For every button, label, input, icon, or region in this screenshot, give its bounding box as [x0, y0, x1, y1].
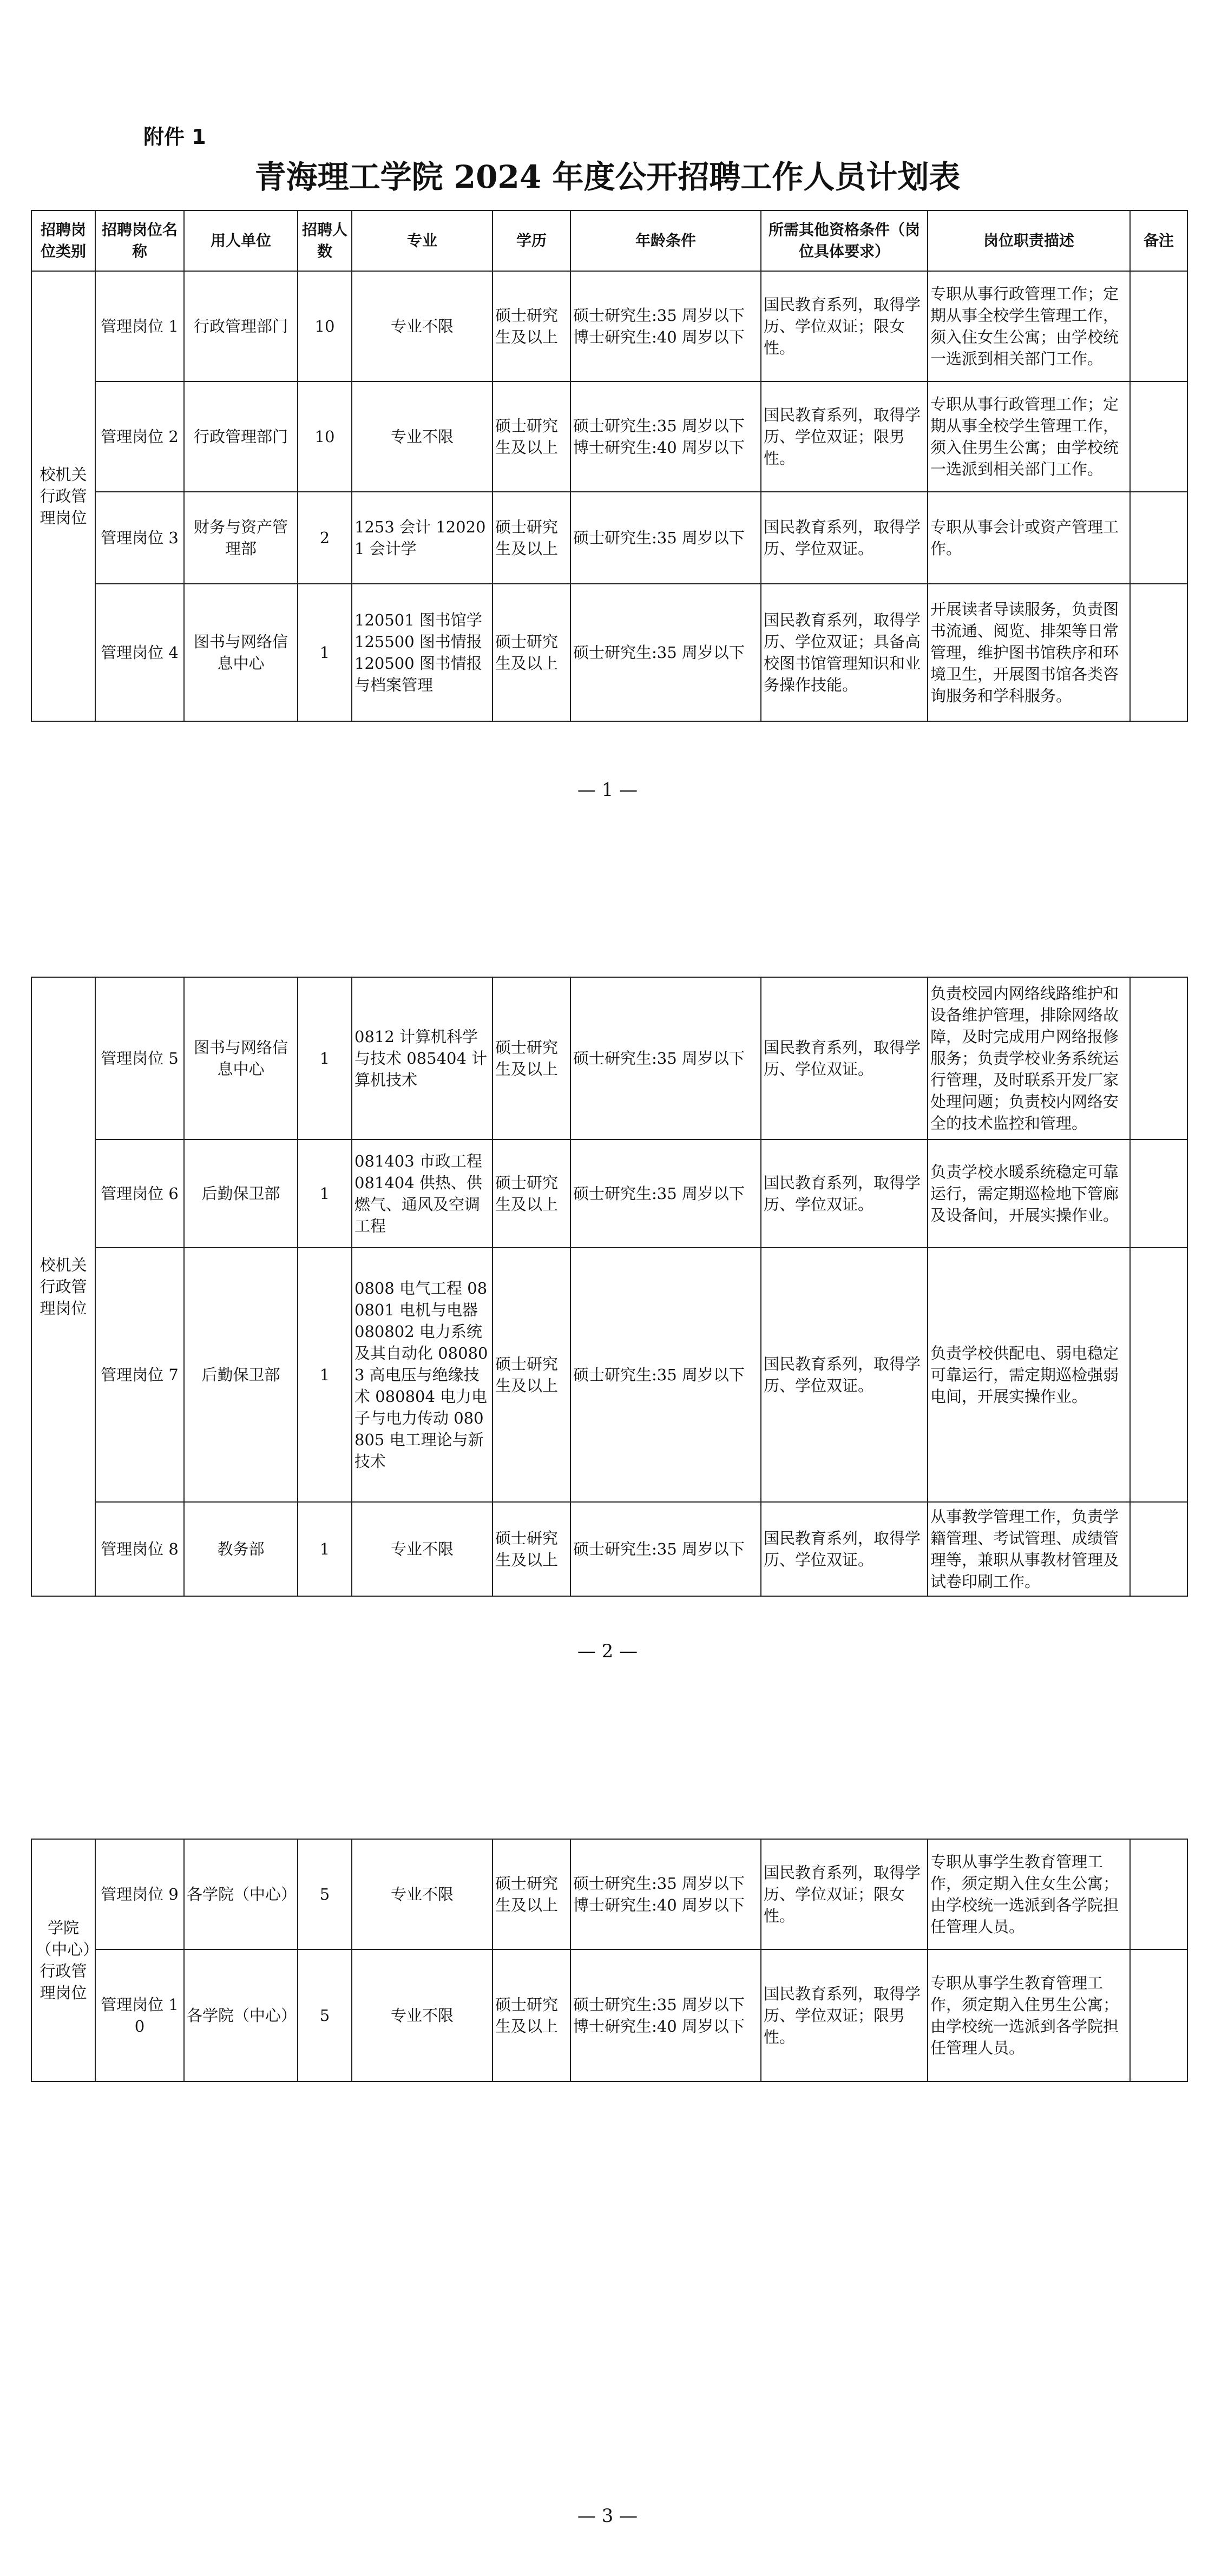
other-requirements: 国民教育系列，取得学历、学位双证。	[761, 1248, 928, 1502]
employer-unit: 图书与网络信息中心	[184, 584, 298, 721]
table-row	[31, 1839, 1187, 1949]
position-name: 管理岗位 10	[95, 1949, 184, 2081]
education: 硕士研究生及以上	[492, 1139, 570, 1248]
note	[1130, 1949, 1187, 2081]
category-cell: 校机关行政管理岗位	[31, 271, 95, 721]
header-note: 备注	[1130, 210, 1187, 271]
education: 硕士研究生及以上	[492, 584, 570, 721]
other-requirements: 国民教育系列，取得学历、学位双证。	[761, 492, 928, 584]
duty-description: 专职从事行政管理工作；定期从事全校学生管理工作，须入住女生公寓；由学校统一选派到相关部门工作。	[928, 271, 1130, 381]
table-row	[31, 1248, 1187, 1502]
recruitment-plan-table-page-3	[31, 1839, 1188, 2082]
page-number: — 2 —	[577, 1641, 638, 1662]
major: 081403 市政工程 081404 供热、供燃气、通风及空调工程	[352, 1139, 492, 1248]
note	[1130, 1839, 1187, 1949]
page-number: — 3 —	[577, 2505, 638, 2527]
table-row	[31, 1949, 1187, 2081]
note	[1130, 977, 1187, 1139]
age-requirement: 硕士研究生:35 周岁以下博士研究生:40 周岁以下	[570, 1839, 761, 1949]
employer-unit: 教务部	[184, 1502, 298, 1596]
duty-description: 从事教学管理工作，负责学籍管理、考试管理、成绩管理等，兼职从事教材管理及试卷印刷工作。	[928, 1502, 1130, 1596]
major: 120501 图书馆学 125500 图书情报 120500 图书情报与档案管理	[352, 584, 492, 721]
position-name: 管理岗位 5	[95, 977, 184, 1139]
header-unit: 用人单位	[184, 210, 298, 271]
position-name: 管理岗位 4	[95, 584, 184, 721]
header-major: 专业	[352, 210, 492, 271]
employer-unit: 各学院（中心）	[184, 1839, 298, 1949]
age-requirement: 硕士研究生:35 周岁以下	[570, 492, 761, 584]
table-row	[31, 1502, 1187, 1596]
education: 硕士研究生及以上	[492, 1502, 570, 1596]
employer-unit: 各学院（中心）	[184, 1949, 298, 2081]
age-requirement: 硕士研究生:35 周岁以下	[570, 584, 761, 721]
other-requirements: 国民教育系列，取得学历、学位双证；限男性。	[761, 1949, 928, 2081]
other-requirements: 国民教育系列，取得学历、学位双证。	[761, 1502, 928, 1596]
table-row	[31, 271, 1187, 381]
headcount: 1	[298, 1502, 352, 1596]
major: 专业不限	[352, 1502, 492, 1596]
headcount: 1	[298, 1139, 352, 1248]
duty-description: 负责学校水暖系统稳定可靠运行，需定期巡检地下管廊及设备间，开展实操作业。	[928, 1139, 1130, 1248]
header-education: 学历	[492, 210, 570, 271]
age-requirement: 硕士研究生:35 周岁以下博士研究生:40 周岁以下	[570, 381, 761, 492]
headcount: 5	[298, 1949, 352, 2081]
other-requirements: 国民教育系列，取得学历、学位双证；限女性。	[761, 271, 928, 381]
position-name: 管理岗位 6	[95, 1139, 184, 1248]
header-duty: 岗位职责描述	[928, 210, 1130, 271]
major: 专业不限	[352, 271, 492, 381]
note	[1130, 1139, 1187, 1248]
duty-description: 负责学校供配电、弱电稳定可靠运行，需定期巡检强弱电间，开展实操作业。	[928, 1248, 1130, 1502]
age-requirement: 硕士研究生:35 周岁以下	[570, 1139, 761, 1248]
education: 硕士研究生及以上	[492, 1949, 570, 2081]
position-name: 管理岗位 7	[95, 1248, 184, 1502]
recruitment-plan-table-page-1	[31, 210, 1188, 722]
note	[1130, 584, 1187, 721]
headcount: 1	[298, 977, 352, 1139]
category-cell: 学院（中心）行政管理岗位	[31, 1839, 95, 2081]
table-row	[31, 492, 1187, 584]
major: 专业不限	[352, 381, 492, 492]
education: 硕士研究生及以上	[492, 1248, 570, 1502]
employer-unit: 行政管理部门	[184, 271, 298, 381]
category-cell: 校机关行政管理岗位	[31, 977, 95, 1596]
education: 硕士研究生及以上	[492, 381, 570, 492]
note	[1130, 1502, 1187, 1596]
page-number: — 1 —	[577, 779, 638, 801]
table-row	[31, 977, 1187, 1139]
note	[1130, 492, 1187, 584]
age-requirement: 硕士研究生:35 周岁以下博士研究生:40 周岁以下	[570, 271, 761, 381]
headcount: 10	[298, 271, 352, 381]
recruitment-plan-table-page-2	[31, 977, 1188, 1597]
headcount: 1	[298, 1248, 352, 1502]
position-name: 管理岗位 9	[95, 1839, 184, 1949]
header-count: 招聘人数	[298, 210, 352, 271]
table-row	[31, 381, 1187, 492]
other-requirements: 国民教育系列，取得学历、学位双证；限女性。	[761, 1839, 928, 1949]
age-requirement: 硕士研究生:35 周岁以下博士研究生:40 周岁以下	[570, 1949, 761, 2081]
other-requirements: 国民教育系列，取得学历、学位双证；限男性。	[761, 381, 928, 492]
education: 硕士研究生及以上	[492, 977, 570, 1139]
education: 硕士研究生及以上	[492, 1839, 570, 1949]
age-requirement: 硕士研究生:35 周岁以下	[570, 1248, 761, 1502]
table-row	[31, 584, 1187, 721]
position-name: 管理岗位 2	[95, 381, 184, 492]
headcount: 10	[298, 381, 352, 492]
age-requirement: 硕士研究生:35 周岁以下	[570, 1502, 761, 1596]
employer-unit: 图书与网络信息中心	[184, 977, 298, 1139]
major: 0812 计算机科学与技术 085404 计算机技术	[352, 977, 492, 1139]
major: 专业不限	[352, 1839, 492, 1949]
table-row	[31, 1139, 1187, 1248]
headcount: 1	[298, 584, 352, 721]
header-category: 招聘岗位类别	[31, 210, 95, 271]
duty-description: 专职从事学生教育管理工作，须定期入住女生公寓；由学校统一选派到各学院担任管理人员。	[928, 1839, 1130, 1949]
header-age: 年龄条件	[570, 210, 761, 271]
duty-description: 专职从事行政管理工作；定期从事全校学生管理工作，须入住男生公寓；由学校统一选派到相关部门工作。	[928, 381, 1130, 492]
employer-unit: 后勤保卫部	[184, 1139, 298, 1248]
note	[1130, 1248, 1187, 1502]
attachment-label: 附件 1	[143, 125, 206, 149]
education: 硕士研究生及以上	[492, 492, 570, 584]
education: 硕士研究生及以上	[492, 271, 570, 381]
employer-unit: 后勤保卫部	[184, 1248, 298, 1502]
headcount: 2	[298, 492, 352, 584]
duty-description: 专职从事学生教育管理工作，须定期入住男生公寓；由学校统一选派到各学院担任管理人员。	[928, 1949, 1130, 2081]
employer-unit: 行政管理部门	[184, 381, 298, 492]
position-name: 管理岗位 8	[95, 1502, 184, 1596]
header-name: 招聘岗位名称	[95, 210, 184, 271]
age-requirement: 硕士研究生:35 周岁以下	[570, 977, 761, 1139]
duty-description: 开展读者导读服务，负责图书流通、阅览、排架等日常管理，维护图书馆秩序和环境卫生，开展图书馆各类咨询服务和学科服务。	[928, 584, 1130, 721]
headcount: 5	[298, 1839, 352, 1949]
note	[1130, 381, 1187, 492]
other-requirements: 国民教育系列，取得学历、学位双证。	[761, 977, 928, 1139]
header-other: 所需其他资格条件（岗位具体要求）	[761, 210, 928, 271]
table-header-row	[31, 210, 1187, 271]
other-requirements: 国民教育系列，取得学历、学位双证。	[761, 1139, 928, 1248]
employer-unit: 财务与资产管理部	[184, 492, 298, 584]
duty-description: 专职从事会计或资产管理工作。	[928, 492, 1130, 584]
note	[1130, 271, 1187, 381]
position-name: 管理岗位 3	[95, 492, 184, 584]
major: 专业不限	[352, 1949, 492, 2081]
major: 1253 会计 120201 会计学	[352, 492, 492, 584]
other-requirements: 国民教育系列，取得学历、学位双证；具备高校图书馆管理知识和业务操作技能。	[761, 584, 928, 721]
document-title: 青海理工学院 2024 年度公开招聘工作人员计划表	[254, 159, 961, 195]
duty-description: 负责校园内网络线路维护和设备维护管理，排除网络故障，及时完成用户网络报修服务；负责学校业务系统运行管理，及时联系开发厂家处理问题；负责校内网络安全的技术监控和管理。	[928, 977, 1130, 1139]
major: 0808 电气工程 080801 电机与电器 080802 电力系统及其自动化 080803 高电压与绝缘技术 080804 电力电子与电力传动 080805 电工理论与新技术	[352, 1248, 492, 1502]
position-name: 管理岗位 1	[95, 271, 184, 381]
